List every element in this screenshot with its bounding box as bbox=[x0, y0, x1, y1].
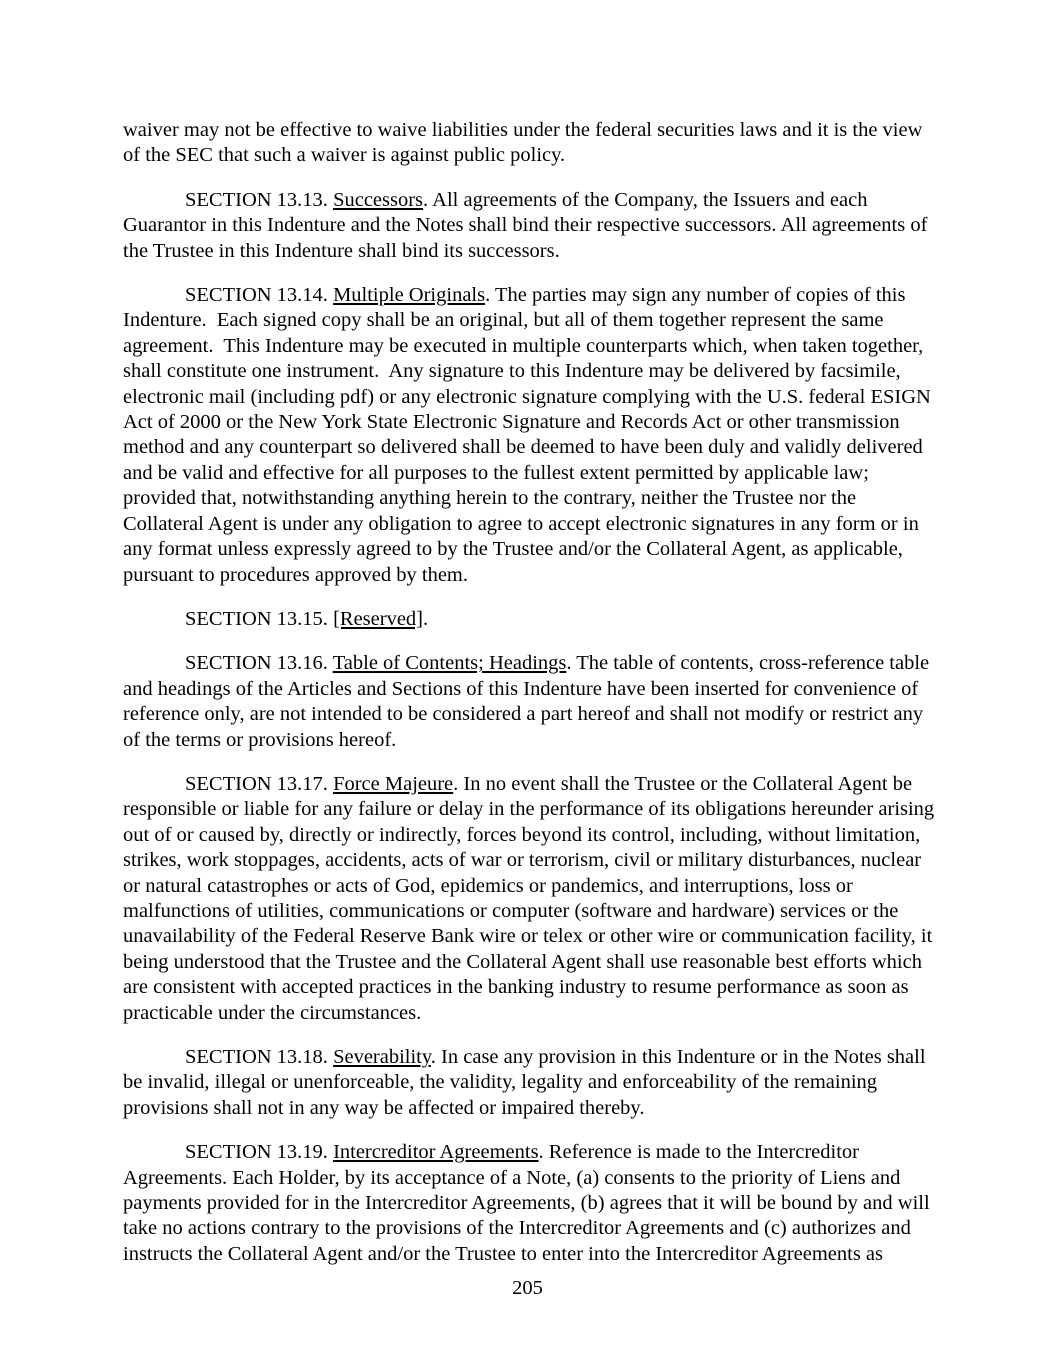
paragraph-text: . Reference is made to the Intercreditor Agreements. Each Holder, by its acceptance of a Note, (a) consents to the priority of Liens and payments provided for in the Intercreditor Agreements, (b) agrees that it will be bound by and will take no actions contrary to the provisions of the Intercreditor Agreements and (c) authorizes and instructs the Collateral Agent and/or the Trustee to enter into the Intercreditor Agreements as bbox=[123, 1141, 935, 1265]
paragraph-text: . The parties may sign any number of copies of this Indenture. Each signed copy shall be an original, but all of them together represent the same agreement. This Indenture may be executed in multiple counterparts which, when taken together, shall constitute one instrument. Any signature to this Indenture may be delivered by facsimile, electronic mail (including pdf) or any electronic signature complying with the U.S. federal ESIGN Act of 2000 or the New York State Electronic Signature and Records Act or other transmission method and any counterpart so delivered shall be deemed to have been duly and validly delivered and be valid and effective for all purposes to the fullest extent permitted by applicable law; provided that, notwithstanding anything herein to the contrary, neither the Trustee nor the Collateral Agent is under any obligation to agree to accept electronic signatures in any form or in any format unless expressly agreed to by the Trustee and/or the Collateral Agent, as applicable, pursuant to procedures approved by them. bbox=[123, 284, 935, 586]
section-label: SECTION 13.17. bbox=[185, 772, 334, 795]
page-body bbox=[123, 118, 940, 1286]
section-label: SECTION 13.13. bbox=[185, 188, 334, 211]
paragraph-continuation bbox=[123, 118, 937, 169]
page-number: 205 bbox=[512, 1277, 543, 1299]
section-label: SECTION 13.18. bbox=[185, 1046, 334, 1068]
section-title: Successors bbox=[333, 188, 424, 211]
paragraph-text: . The table of contents, cross-reference table and headings of the Articles and Sections of this Indenture have been inserted for convenience of reference only, are not intended to be considered a part hereof and shall not modify or restrict any of the terms or provisions hereof. bbox=[123, 652, 935, 751]
section-13-13 bbox=[123, 188, 937, 264]
section-13-19 bbox=[123, 1140, 937, 1267]
section-title: Force Majeure bbox=[333, 772, 454, 795]
section-13-18 bbox=[123, 1045, 937, 1121]
paragraph-text: . All agreements of the Company, the Issuers and each Guarantor in this Indenture and the Notes shall bind their respective successors. All agreements of the Trustee in this Indenture shall bind its successors. bbox=[123, 188, 933, 262]
section-13-16 bbox=[123, 651, 937, 753]
section-13-15 bbox=[123, 607, 937, 632]
section-title: Multiple Originals bbox=[333, 284, 486, 307]
section-title: [Reserved] bbox=[333, 607, 423, 630]
section-title: Table of Contents; Headings bbox=[332, 652, 567, 675]
paragraph-text: . In case any provision in this Indenture or in the Notes shall be invalid, illegal or unenforceable, the validity, legality and enforceability of the remaining provisions shall not in any way be affected or impaired thereby. bbox=[123, 1046, 931, 1119]
section-label: SECTION 13.14. bbox=[185, 284, 334, 307]
page-footer bbox=[0, 1276, 1055, 1301]
paragraph-text: waiver may not be effective to waive liabilities under the federal securities laws and it is the view of the SEC that such a waiver is against public policy. bbox=[123, 119, 928, 167]
section-label: SECTION 13.16. bbox=[185, 652, 333, 675]
section-label: SECTION 13.15. bbox=[185, 607, 334, 630]
section-title: Severability bbox=[333, 1046, 431, 1068]
section-title: Intercreditor Agreements bbox=[333, 1141, 539, 1164]
section-label: SECTION 13.19. bbox=[185, 1141, 334, 1164]
paragraph-text: . bbox=[423, 607, 429, 630]
section-13-17 bbox=[123, 772, 940, 1026]
paragraph-text: . In no event shall the Trustee or the Collateral Agent be responsible or liable for any failure or delay in the performance of its obligations hereunder arising out of or caused by, directly or indirectly, forces beyond its control, including, without limitation, strikes, work stoppages, accidents, acts of war or terrorism, civil or military disturbances, nuclear or natural catastrophes or acts of God, epidemics or pandemics, and interruptions, loss or malfunctions of utilities, communications or computer (software and hardware) services or the unavailability of the Federal Reserve Bank wire or telex or other wire or communication facility, it being understood that the Trustee and the Collateral Agent shall use reasonable best efforts which are consistent with accepted practices in the banking industry to resume performance as soon as practicable under the circumstances. bbox=[123, 772, 940, 1024]
section-13-14 bbox=[123, 283, 937, 588]
